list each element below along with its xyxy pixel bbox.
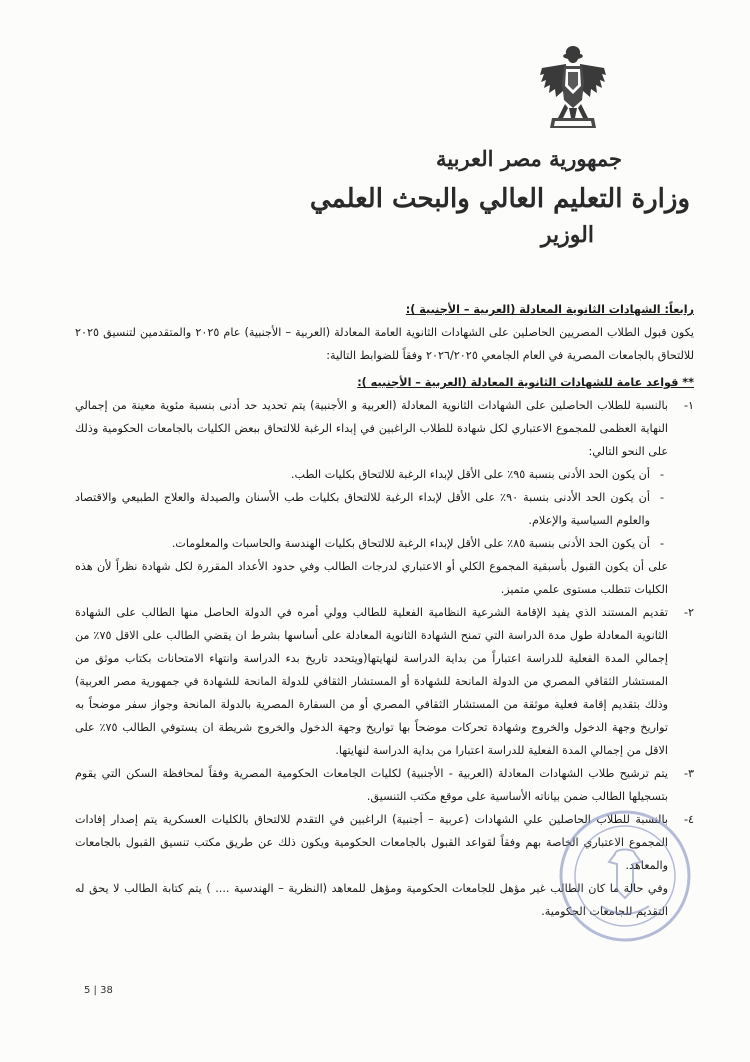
bullet-list <box>75 463 668 555</box>
list-item <box>75 762 694 808</box>
item-number: ٤- <box>683 813 694 826</box>
item-text: تقديم المستند الذي يفيد الإقامة الشرعية النظامية الفعلية للطالب وولي أمره في الدولة الحاصل منها الطالب على الشهادة الثانوية المعادلة طول مدة الدراسة التي تمنح الشهادة الثانوية المعادلة على أساسها بشرط ان يقضي الطالب على الاقل ٧٥٪ من إجمالي المدة الفعلية للدراسة اعتباراً من بداية الدراسة لنهايتها(ويتحدد تاريخ بدء الدراسة وانتهاء الامتحانات بكتاب موثق من المستشار الثقافي المصري من الدولة المانحة للشهادة أو المستشار الثقافي للدولة المانحة للشهادة في جمهورية مصر العربية) وذلك بتقديم إقامة فعلية موثقة من المستشار الثقافي المصري أو من السفارة المصرية بالدولة المانحة وجواز سفر موضحاً به تواريخ وجهة الدخول والخروج وشهادة تحركات موضحاً بها تواريخ وجهة الدخول والخروج شريطة ان يستوفي الطالب ٧٥٪ على الاقل من إجمالي المدة الفعلية للدراسة اعتبارا من بداية الدراسة لنهايتها. <box>75 606 668 757</box>
section-subheading: ** قواعد عامة للشهادات الثانوية المعادلة (العربية – الأجنبيه ): <box>357 376 694 389</box>
section-intro: يكون قبول الطلاب المصريين الحاصلين على الشهادات الثانوية العامة المعادلة (العربية – الأجنبية) عام ٢٠٢٥ والمتقدمين لتنسيق ٢٠٢٥ للالتحاق بالجامعات المصرية في العام الجامعي ٢٠٢٦/٢٠٢٥ وفقاً للضوابط التالية: <box>75 326 694 362</box>
bullet-item: - أن يكون الحد الأدنى بنسبة ٩٥٪ على الأقل لإبداء الرغبة للالتحاق بكليات الطب. <box>75 463 650 486</box>
eagle-emblem-icon <box>538 42 608 138</box>
letterhead-minister: الوزير <box>540 222 594 248</box>
letterhead-ministry: وزارة التعليم العالي والبحث العلمي <box>309 184 690 214</box>
bullet-item: - أن يكون الحد الأدنى بنسبة ٩٠٪ على الأقل لإبداء الرغبة للالتحاق بكليات طب الأسنان والصيدلة والعلاج الطبيعي والاقتصاد والعلوم السياسية والإعلام. <box>75 486 650 532</box>
bullet-item: - أن يكون الحد الأدنى بنسبة ٨٥٪ على الأقل لإبداء الرغبة للالتحاق بكليات الهندسة والحاسبات والمعلومات. <box>75 532 650 555</box>
item-note: على أن يكون القبول بأسبقية المجموع الكلي أو الاعتباري لدرجات الطالب وفي حدود الأعداد المقررة لكل شهادة نظراً لأن هذه الكليات تتطلب مستوى علمي متميز. <box>75 560 668 596</box>
item-text: بالنسبة للطلاب الحاصلين علي الشهادات (عربية – أجنبية) الراغبين في التقدم للالتحاق بالكليات العسكرية يتم إصدار إفادات المجموع الاعتباري الخاصة بهم وفقاً لقواعد القبول بالجامعات الحكومية ويكون ذلك عن طريق مكتب تنسيق القبول بالجامعات والمعاهد. <box>75 813 668 872</box>
page-number: 5 | 38 <box>84 985 113 996</box>
letterhead-country: جمهورية مصر العربية <box>436 146 622 171</box>
item-number: ٣- <box>683 767 694 780</box>
item-number: ١- <box>683 399 694 412</box>
item-text: بالنسبة للطلاب الحاصلين على الشهادات الثانوية المعادلة (العربية و الأجنبية) يتم تحديد حد أدنى بنسبة مئوية معينة من إجمالي النهاية العظمى للمجموع الاعتباري لكل شهادة للطلاب الراغبين في إبداء الرغبة للالتحاق ببعض الكليات بالجامعات الحكومية وذلك على النحو التالي: <box>75 399 668 458</box>
closing-paragraph: وفي حالة ما كان الطالب غير مؤهل للجامعات الحكومية ومؤهل للمعاهد (النظرية – الهندسية .... ) يتم كتابة الطالب لا يحق له التقديم للجامعات الحكومية. <box>75 882 668 918</box>
list-item <box>75 601 694 762</box>
section-heading: رابعاً: الشهادات الثانوية المعادلة (العربية – الأجنبية ): <box>405 303 694 316</box>
item-text: يتم ترشيح طلاب الشهادات المعادلة (العربية - الأجنبية) لكليات الجامعات الحكومية المصرية وفقاً لمحافظة السكن التي يقوم بتسجيلها الطالب ضمن بياناته الأساسية على موقع مكتب التنسيق. <box>75 767 668 803</box>
list-item <box>75 394 694 555</box>
item-number: ٢- <box>683 606 694 619</box>
official-stamp-icon <box>555 806 695 946</box>
